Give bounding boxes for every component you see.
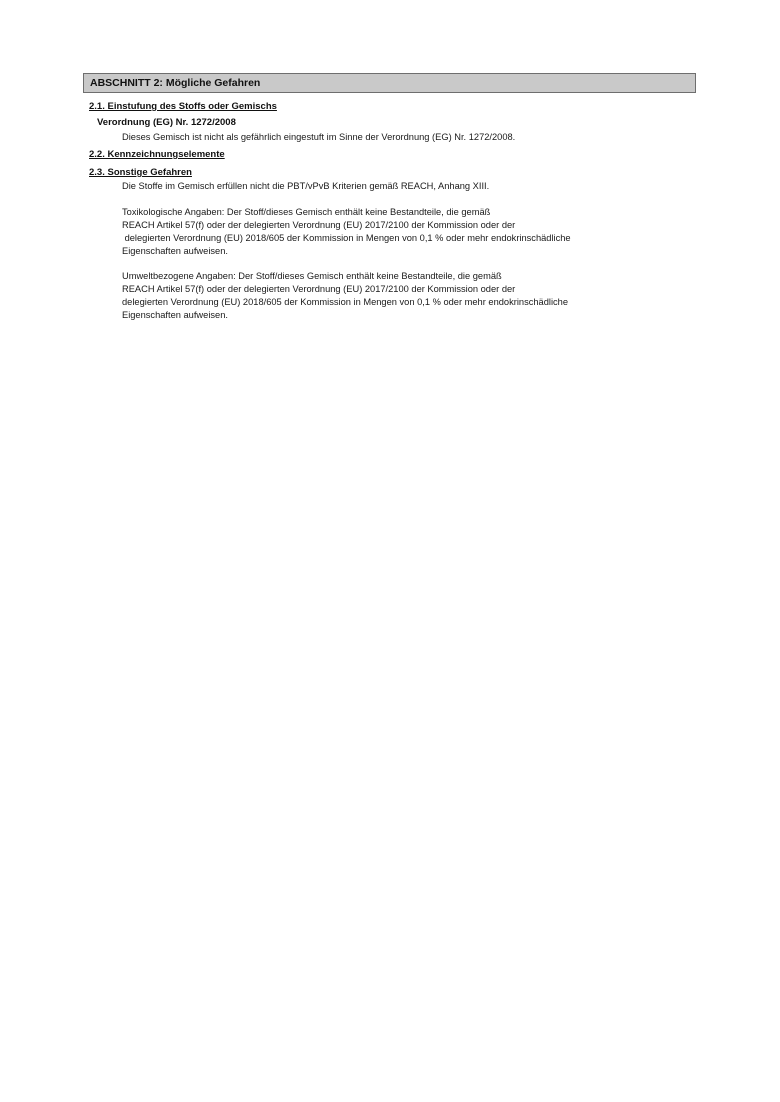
subsection-2-2-heading: 2.2. Kennzeichnungselemente [89,149,225,160]
pbt-statement: Die Stoffe im Gemisch erfüllen nicht die PBT/vPvB Kriterien gemäß REACH, Anhang XIII. [122,181,490,191]
env-line-1: Umweltbezogene Angaben: Der Stoff/dieses Gemisch enthält keine Bestandteile, die gemäß [122,271,502,281]
env-line-4: Eigenschaften aufweisen. [122,310,228,320]
subsection-2-3-heading: 2.3. Sonstige Gefahren [89,167,192,178]
tox-line-1: Toxikologische Angaben: Der Stoff/dieses Gemisch enthält keine Bestandteile, die gemäß [122,207,491,217]
env-line-2: REACH Artikel 57(f) oder der delegierten Verordnung (EU) 2017/2100 der Kommission oder der [122,284,516,294]
tox-line-4: Eigenschaften aufweisen. [122,246,228,256]
regulation-heading: Verordnung (EG) Nr. 1272/2008 [97,117,236,128]
subsection-2-1-heading: 2.1. Einstufung des Stoffs oder Gemischs [89,101,277,112]
tox-line-3: delegierten Verordnung (EU) 2018/605 der Kommission in Mengen von 0,1 % oder mehr endokrinschädliche [122,233,571,243]
env-line-3: delegierten Verordnung (EU) 2018/605 der Kommission in Mengen von 0,1 % oder mehr endokrinschädliche [122,297,568,307]
classification-text: Dieses Gemisch ist nicht als gefährlich eingestuft im Sinne der Verordnung (EG) Nr. 1272/2008. [122,132,516,142]
tox-line-2: REACH Artikel 57(f) oder der delegierten Verordnung (EU) 2017/2100 der Kommission oder der [122,220,516,230]
section-title: ABSCHNITT 2: Mögliche Gefahren [90,77,261,89]
section-header-bar [83,73,696,93]
